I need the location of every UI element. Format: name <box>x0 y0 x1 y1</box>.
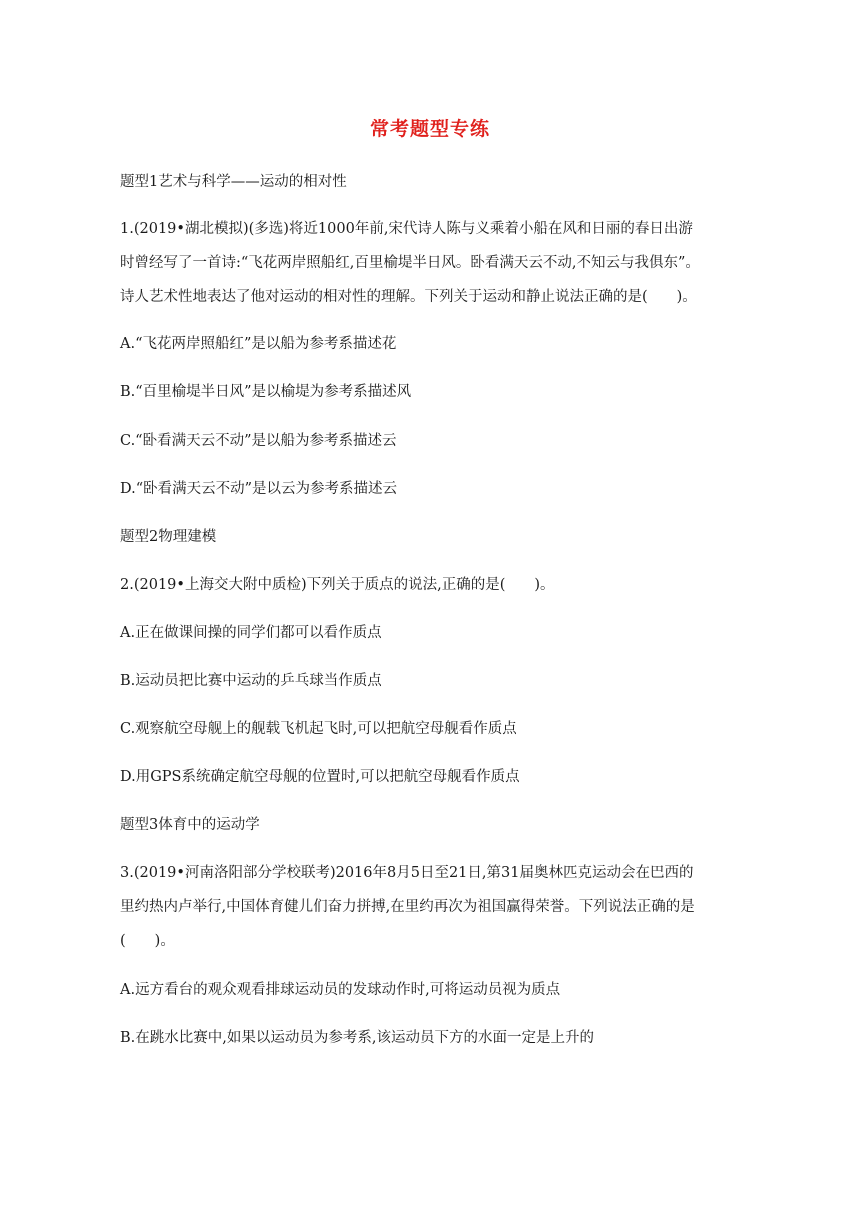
page-title: 常考题型专练 <box>369 118 490 140</box>
question-stem-line: 时曾经写了一首诗:“飞花两岸照船红,百里榆堤半日风。卧看满天云不动,不知云与我俱东”。 <box>120 255 700 271</box>
option-c: C.观察航空母舰上的舰载飞机起飞时,可以把航空母舰看作质点 <box>120 721 517 737</box>
option-a: A.远方看台的观众观看排球运动员的发球动作时,可将运动员视为质点 <box>120 982 561 998</box>
option-b: B.在跳水比赛中,如果以运动员为参考系,该运动员下方的水面一定是上升的 <box>120 1030 594 1046</box>
option-b: B.“百里榆堤半日风”是以榆堤为参考系描述风 <box>120 384 412 400</box>
option-d: D.“卧看满天云不动”是以云为参考系描述云 <box>120 481 398 497</box>
question-stem-line: ( )。 <box>120 933 175 949</box>
option-b: B.运动员把比赛中运动的乒乓球当作质点 <box>120 673 382 689</box>
question-stem-line: 诗人艺术性地表达了他对运动的相对性的理解。下列关于运动和静止说法正确的是( )。 <box>120 289 697 305</box>
option-c: C.“卧看满天云不动”是以船为参考系描述云 <box>120 433 397 449</box>
question-stem-line: 3.(2019•河南洛阳部分学校联考)2016年8月5日至21日,第31届奥林匹克运动会在巴西的 <box>120 865 694 881</box>
section-heading: 题型1艺术与科学——运动的相对性 <box>120 174 347 190</box>
section-heading: 题型3体育中的运动学 <box>120 817 260 833</box>
question-stem-line: 里约热内卢举行,中国体育健儿们奋力拼搏,在里约再次为祖国赢得荣誉。下列说法正确的是 <box>120 899 695 915</box>
question-stem-line: 1.(2019•湖北模拟)(多选)将近1000年前,宋代诗人陈与义乘着小船在风和日丽的春日出游 <box>120 221 693 237</box>
question-stem-line: 2.(2019•上海交大附中质检)下列关于质点的说法,正确的是( )。 <box>120 577 555 593</box>
option-a: A.“飞花两岸照船红”是以船为参考系描述花 <box>120 336 397 352</box>
section-heading: 题型2物理建模 <box>120 529 217 545</box>
option-d: D.用GPS系统确定航空母舰的位置时,可以把航空母舰看作质点 <box>120 769 520 785</box>
option-a: A.正在做课间操的同学们都可以看作质点 <box>120 625 382 641</box>
